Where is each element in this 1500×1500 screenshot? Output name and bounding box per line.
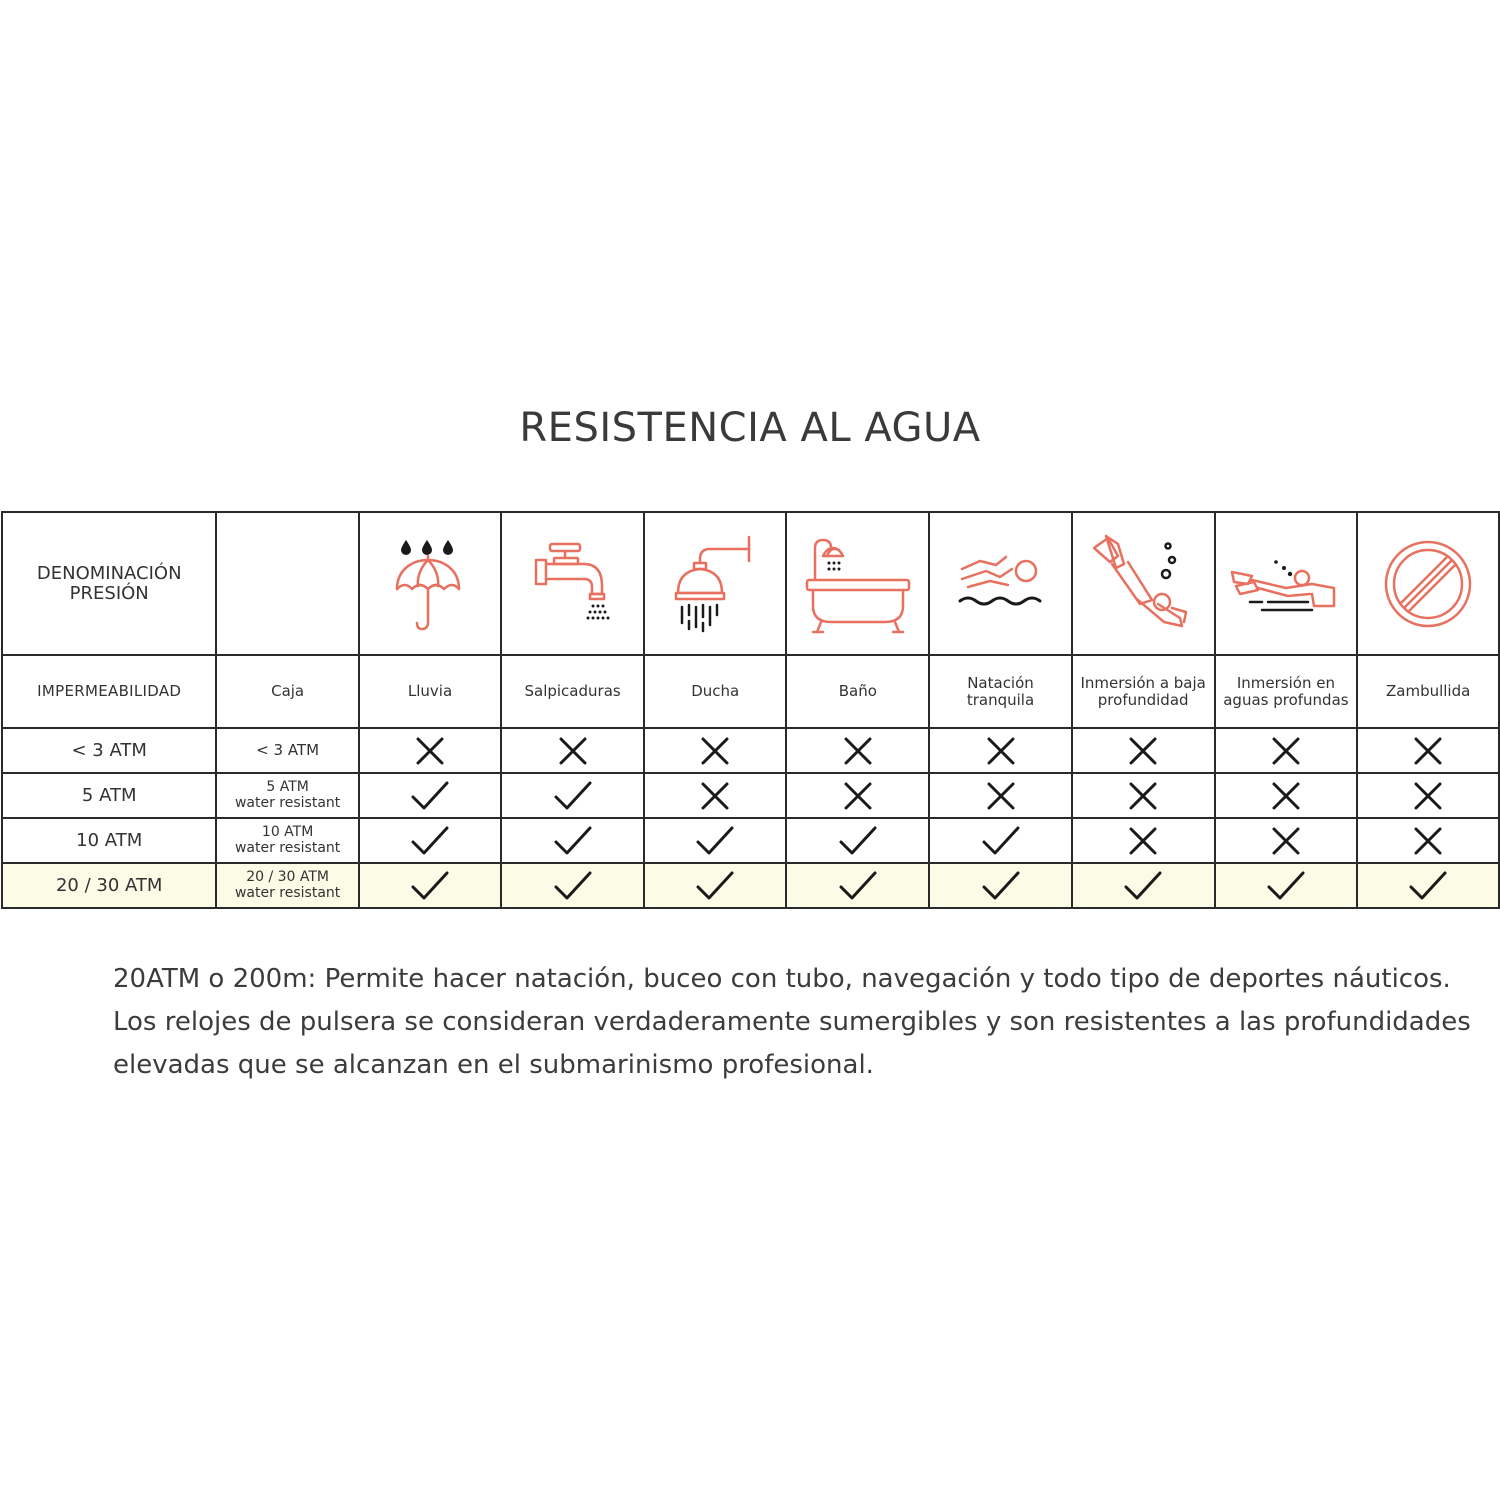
- check-cell: [929, 863, 1072, 908]
- column-label-text: Baño: [838, 682, 877, 701]
- check-cell: [929, 818, 1072, 863]
- pressure-label: PRESIÓN: [69, 582, 149, 604]
- check-icon: [502, 869, 643, 903]
- cross-cell: [359, 728, 502, 773]
- check-cell: [1072, 863, 1215, 908]
- column-label-text: Zambullida: [1385, 682, 1471, 701]
- cross-icon: [1073, 825, 1214, 857]
- cross-icon: [1216, 780, 1357, 812]
- column-label-text: aguas profundas: [1223, 690, 1349, 709]
- cross-icon: [1073, 780, 1214, 812]
- case-rating-text: < 3 ATM: [256, 741, 320, 760]
- cross-icon: [502, 735, 643, 767]
- table-row: [2, 728, 1499, 773]
- icon-cell-inmersion-baja: [1072, 512, 1215, 655]
- check-cell: [786, 818, 929, 863]
- cross-icon: [930, 735, 1071, 767]
- case-rating-text: 5 ATM: [266, 779, 309, 796]
- pressure-cell: 20 / 30 ATM: [2, 863, 216, 908]
- case-cell: [216, 728, 358, 773]
- water-resistance-table: [1, 511, 1500, 909]
- check-icon: [1358, 869, 1498, 903]
- cross-icon: [1216, 735, 1357, 767]
- cross-cell: [786, 728, 929, 773]
- icon-cell-zambullida: [1357, 512, 1499, 655]
- icon-cell-natacion: [929, 512, 1072, 655]
- denomination-label: DENOMINACIÓN: [36, 562, 182, 584]
- column-label-text: Inmersión a baja: [1080, 674, 1206, 692]
- cross-cell: [644, 728, 787, 773]
- column-label-text: Ducha: [691, 682, 740, 701]
- pressure-cell: 10 ATM: [2, 818, 216, 863]
- check-cell: [644, 818, 787, 863]
- icon-cell-ducha: [644, 512, 787, 655]
- case-rating-subtext: water resistant: [234, 884, 341, 901]
- table-row: [2, 818, 1499, 863]
- cross-cell: [1215, 773, 1358, 818]
- column-label-text: Inmersión en: [1236, 674, 1335, 692]
- cross-cell: [1215, 818, 1358, 863]
- cross-cell: [1357, 773, 1499, 818]
- bathtub-icon: [787, 534, 928, 634]
- pressure-cell: 5 ATM: [2, 773, 216, 818]
- table-row: [2, 863, 1499, 908]
- case-rating-subtext: water resistant: [234, 794, 341, 811]
- check-cell: [1215, 863, 1358, 908]
- check-cell: [501, 818, 644, 863]
- column-label-text: tranquila: [966, 690, 1035, 709]
- description-line-2: Los relojes de pulsera se consideran verdaderamente sumergibles y son resistentes a las profundidades: [113, 1007, 1471, 1037]
- check-icon: [930, 869, 1071, 903]
- column-label-5: [929, 655, 1072, 728]
- cross-icon: [787, 735, 928, 767]
- cross-icon: [930, 780, 1071, 812]
- cross-cell: [1215, 728, 1358, 773]
- prohibited-icon: [1358, 536, 1498, 632]
- case-cell: [216, 818, 358, 863]
- icon-cell-bano: [786, 512, 929, 655]
- cross-cell: [644, 773, 787, 818]
- check-cell: [786, 863, 929, 908]
- icon-cell-inmersion-profunda: [1215, 512, 1358, 655]
- cross-icon: [1358, 780, 1498, 812]
- cross-icon: [1073, 735, 1214, 767]
- icon-cell-salpicaduras: [501, 512, 644, 655]
- empty-header-cell: [216, 512, 358, 655]
- cross-icon: [645, 735, 786, 767]
- check-cell: [501, 773, 644, 818]
- check-cell: [644, 863, 787, 908]
- cross-icon: [360, 735, 501, 767]
- cross-cell: [1072, 773, 1215, 818]
- case-cell: [216, 863, 358, 908]
- check-icon: [502, 779, 643, 813]
- check-icon: [930, 824, 1071, 858]
- column-label-3: [644, 655, 787, 728]
- cross-cell: [1357, 728, 1499, 773]
- cross-icon: [1216, 825, 1357, 857]
- check-icon: [1073, 869, 1214, 903]
- cross-icon: [1358, 735, 1498, 767]
- waterproofing-header: IMPERMEABILIDAD: [2, 655, 216, 728]
- check-cell: [359, 773, 502, 818]
- icon-header-row: [2, 512, 1499, 655]
- cross-icon: [1358, 825, 1498, 857]
- cross-cell: [501, 728, 644, 773]
- column-label-6: [1072, 655, 1215, 728]
- shower-icon: [645, 531, 786, 636]
- check-icon: [1216, 869, 1357, 903]
- swimmer-icon: [930, 549, 1071, 619]
- check-icon: [787, 869, 928, 903]
- description-line-1: 20ATM o 200m: Permite hacer natación, buceo con tubo, navegación y todo tipo de deportes náuticos.: [113, 964, 1451, 994]
- column-label-text: Lluvia: [407, 682, 453, 701]
- cross-cell: [1072, 728, 1215, 773]
- case-rating-text: 10 ATM: [261, 824, 314, 841]
- page-title: RESISTENCIA AL AGUA: [519, 405, 981, 451]
- check-cell: [1357, 863, 1499, 908]
- column-label-1: [359, 655, 502, 728]
- cross-cell: [1357, 818, 1499, 863]
- cross-cell: [929, 728, 1072, 773]
- check-icon: [360, 779, 501, 813]
- faucet-icon: [502, 534, 643, 634]
- table-row: [2, 773, 1499, 818]
- diver-icon: [1073, 534, 1214, 634]
- description-paragraph: [113, 958, 1483, 1087]
- check-icon: [360, 869, 501, 903]
- check-cell: [359, 818, 502, 863]
- pressure-cell: < 3 ATM: [2, 728, 216, 773]
- case-cell: [216, 773, 358, 818]
- check-icon: [502, 824, 643, 858]
- check-cell: [359, 863, 502, 908]
- cross-cell: [1072, 818, 1215, 863]
- column-label-2: [501, 655, 644, 728]
- check-icon: [645, 869, 786, 903]
- check-icon: [787, 824, 928, 858]
- corner-header-cell: [2, 512, 216, 655]
- cross-icon: [787, 780, 928, 812]
- case-header: Caja: [216, 655, 358, 728]
- column-label-8: [1357, 655, 1499, 728]
- cross-icon: [645, 780, 786, 812]
- case-rating-subtext: water resistant: [234, 839, 341, 856]
- column-label-row: [2, 655, 1499, 728]
- umbrella-rain-icon: [360, 534, 501, 634]
- case-rating-text: 20 / 30 ATM: [246, 869, 330, 886]
- cross-cell: [786, 773, 929, 818]
- check-cell: [501, 863, 644, 908]
- column-label-4: [786, 655, 929, 728]
- column-label-text: profundidad: [1097, 690, 1189, 709]
- column-label-text: Natación: [967, 674, 1034, 692]
- description-line-3: elevadas que se alcanzan en el submarinismo profesional.: [113, 1050, 874, 1080]
- column-label-text: Salpicaduras: [524, 682, 621, 701]
- column-label-7: [1215, 655, 1358, 728]
- deep-diver-icon: [1216, 544, 1357, 624]
- icon-cell-lluvia: [359, 512, 502, 655]
- cross-cell: [929, 773, 1072, 818]
- check-icon: [645, 824, 786, 858]
- check-icon: [360, 824, 501, 858]
